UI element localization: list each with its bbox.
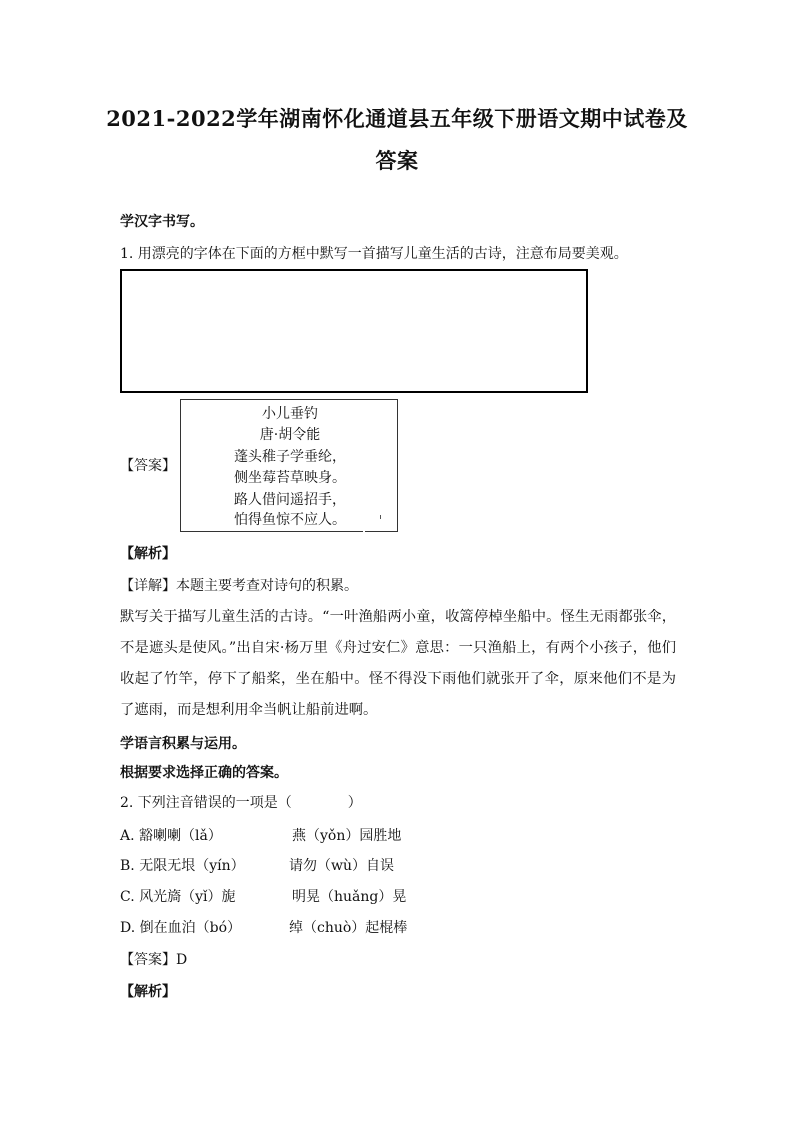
option-b-right: 请勿（wù）自误 xyxy=(289,858,394,874)
question-2: 2. 下列注音错误的一项是（ ） xyxy=(120,795,362,811)
analysis-label-2: 【解析】 xyxy=(120,984,176,1000)
option-a-left: A. 豁喇喇（lǎ） xyxy=(120,828,222,844)
answer-label-1: 【答案】 xyxy=(120,458,176,474)
poem-title: 小儿垂钓 xyxy=(262,406,318,422)
section-heading-writing: 学汉字书写。 xyxy=(120,214,204,230)
answer-2: 【答案】D xyxy=(120,952,188,968)
option-c-right: 明晃（huǎng）晃 xyxy=(292,889,407,905)
document-title-line2: 答案 xyxy=(375,148,419,173)
poem-line: 路人借问遥招手， xyxy=(234,492,346,508)
option-a-right: 燕（yǒn）园胜地 xyxy=(292,828,402,844)
option-b-left: B. 无限无垠（yín） xyxy=(120,858,245,874)
analysis-label-1: 【解析】 xyxy=(120,546,176,562)
option-d-left: D. 倒在血泊（bó） xyxy=(120,920,242,936)
poem-line: 怕得鱼惊不应人。 xyxy=(234,512,346,528)
document-title-line1: 2021-2022学年湖南怀化通道县五年级下册语文期中试卷及 xyxy=(106,106,688,131)
writing-box xyxy=(120,269,588,393)
poem-line: 蓬头稚子学垂纶， xyxy=(234,449,346,465)
explanation-1: 默写关于描写儿童生活的古诗。“一叶渔船两小童，收篙停棹坐船中。怪生无雨都张伞，不是遮头是使风。”出自宋·杨万里《舟过安仁》意思：一只渔船上，有两个小孩子，他们收起了竹竿，停下了船桨，坐在船中。怪不得没下雨他们就张开了伞，原来他们不是为了遮雨，而是想利用伞当帆让船前进啊。 xyxy=(120,609,676,718)
poem-line: 侧坐莓苔草映身。 xyxy=(234,470,346,486)
detail-1: 【详解】本题主要考查对诗句的积累。 xyxy=(120,578,358,594)
option-d-right: 绰（chuò）起棍棒 xyxy=(289,920,408,936)
instruction-2: 根据要求选择正确的答案。 xyxy=(120,765,288,781)
poem-answer-box xyxy=(180,399,398,532)
option-c-left: C. 风光旖（yǐ）旎 xyxy=(120,889,236,905)
poem-author: 唐·胡令能 xyxy=(259,427,321,443)
question-1: 1. 用漂亮的字体在下面的方框中默写一首描写儿童生活的古诗，注意布局要美观。 xyxy=(120,246,628,262)
cursor-mark xyxy=(380,515,381,519)
box-border-gap xyxy=(363,530,365,534)
section-heading-language: 学语言积累与运用。 xyxy=(120,736,246,752)
